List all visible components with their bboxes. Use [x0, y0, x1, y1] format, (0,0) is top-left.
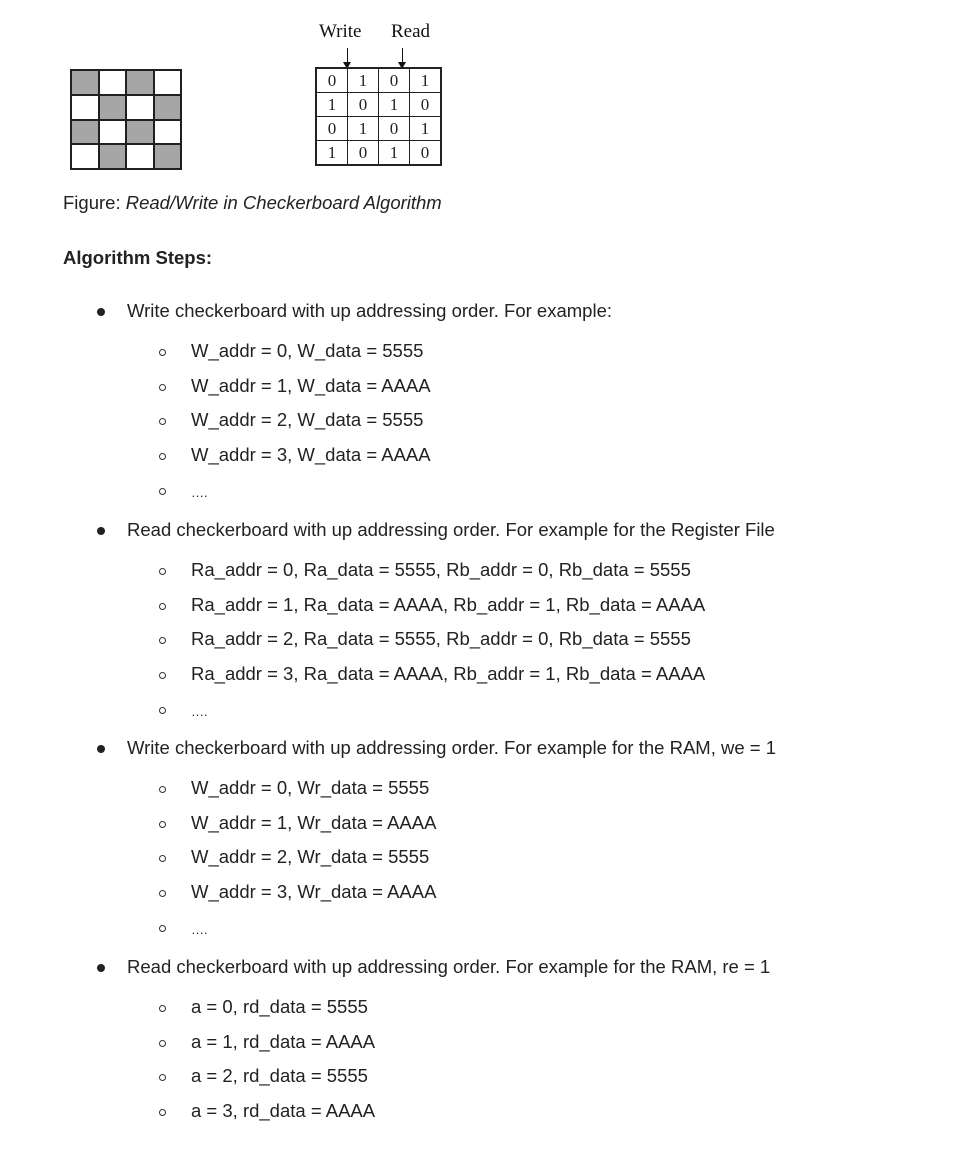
grid-cell — [127, 121, 155, 146]
step-text: Write checkerboard with up addressing order. For example for the RAM, we = 1 — [127, 737, 776, 758]
step-text: Read checkerboard with up addressing order. For example for the Register File — [127, 519, 775, 540]
bit-cell: 1 — [316, 93, 348, 117]
bit-cell: 1 — [316, 141, 348, 166]
sub-bullet-icon — [159, 637, 166, 644]
sub-bullet-icon — [159, 672, 166, 679]
sub-bullet-icon — [159, 418, 166, 425]
grid-cell — [100, 121, 128, 146]
caption-title: Read/Write in Checkerboard Algorithm — [125, 192, 442, 213]
read-label: Read — [391, 21, 431, 42]
sub-bullet-icon — [159, 890, 166, 897]
caption-prefix: Figure: — [63, 192, 126, 213]
grid-cell — [155, 71, 183, 96]
grid-cell — [155, 121, 183, 146]
sub-bullet-icon — [159, 855, 166, 862]
bit-cell: 0 — [410, 93, 442, 117]
sub-bullet-icon — [159, 488, 166, 495]
bit-cell: 1 — [348, 68, 379, 93]
sub-item-text: a = 1, rd_data = AAAA — [191, 1030, 376, 1052]
sub-item-text: Ra_addr = 0, Ra_data = 5555, Rb_addr = 0, Rb_data = 5555 — [191, 559, 691, 580]
grid-cell — [72, 145, 100, 170]
sub-item-text: …. — [191, 921, 208, 937]
grid-cell — [100, 145, 128, 170]
sub-item-text: a = 3, rd_data = AAAA — [191, 1100, 376, 1122]
sub-item-text: a = 2, rd_data = 5555 — [191, 1065, 368, 1087]
sub-bullet-icon — [159, 568, 166, 575]
bit-row — [316, 93, 441, 117]
grid-cell — [72, 121, 100, 146]
sub-bullet-icon — [159, 1040, 166, 1047]
bit-row — [316, 117, 441, 141]
sub-item-text: W_addr = 1, Wr_data = AAAA — [191, 811, 437, 833]
write-arrow-icon — [347, 48, 348, 65]
bit-cell: 0 — [316, 68, 348, 93]
bit-cell: 0 — [348, 93, 379, 117]
sub-item-text: …. — [191, 703, 208, 719]
sub-bullet-icon — [159, 1005, 166, 1012]
sub-item-text: Ra_addr = 2, Ra_data = 5555, Rb_addr = 0, Rb_data = 5555 — [191, 628, 691, 650]
step-text: Read checkerboard with up addressing order. For example for the RAM, re = 1 — [127, 956, 771, 977]
bit-cell: 1 — [410, 68, 442, 93]
bit-row — [316, 141, 441, 166]
sub-item-text: W_addr = 3, W_data = AAAA — [191, 444, 431, 466]
sub-item-text: Ra_addr = 3, Ra_data = AAAA, Rb_addr = 1, Rb_data = AAAA — [191, 663, 706, 685]
sub-item-text: W_addr = 2, W_data = 5555 — [191, 409, 424, 431]
sub-item-text: W_addr = 1, W_data = AAAA — [191, 374, 431, 396]
bit-cell: 1 — [379, 93, 410, 117]
step-text: Write checkerboard with up addressing order. For example: — [127, 300, 613, 321]
bit-table — [315, 67, 442, 166]
bit-cell: 1 — [410, 117, 442, 141]
grid-cell — [72, 71, 100, 96]
bit-cell: 0 — [410, 141, 442, 166]
grid-cell — [127, 71, 155, 96]
bit-cell: 0 — [348, 141, 379, 166]
bullet-icon — [97, 527, 105, 535]
sub-item-text: …. — [191, 484, 208, 500]
sub-item-text: W_addr = 0, W_data = 5555 — [191, 340, 424, 361]
grid-cell — [155, 145, 183, 170]
sub-bullet-icon — [159, 707, 166, 714]
sub-bullet-icon — [159, 1074, 166, 1081]
bit-cell: 0 — [379, 117, 410, 141]
sub-bullet-icon — [159, 349, 166, 356]
bit-cell: 0 — [316, 117, 348, 141]
bullet-icon — [97, 964, 105, 972]
bit-cell: 1 — [348, 117, 379, 141]
bullet-icon — [97, 745, 105, 753]
figure-caption — [63, 192, 442, 214]
grid-cell — [127, 96, 155, 121]
section-heading: Algorithm Steps: — [63, 247, 213, 268]
write-label: Write — [319, 21, 362, 42]
grid-cell — [155, 96, 183, 121]
sub-item-text: Ra_addr = 1, Ra_data = AAAA, Rb_addr = 1, Rb_data = AAAA — [191, 593, 706, 615]
checkerboard-grid — [70, 69, 182, 170]
sub-item-text: W_addr = 0, Wr_data = 5555 — [191, 777, 430, 798]
sub-bullet-icon — [159, 453, 166, 460]
bit-cell: 1 — [379, 141, 410, 166]
grid-cell — [127, 145, 155, 170]
sub-item-text: a = 0, rd_data = 5555 — [191, 996, 368, 1017]
sub-bullet-icon — [159, 384, 166, 391]
grid-cell — [100, 96, 128, 121]
sub-bullet-icon — [159, 821, 166, 828]
sub-item-text: W_addr = 2, Wr_data = 5555 — [191, 846, 430, 868]
grid-cell — [72, 96, 100, 121]
grid-cell — [100, 71, 128, 96]
read-arrow-icon — [402, 48, 403, 65]
bit-row — [316, 68, 441, 93]
sub-bullet-icon — [159, 1109, 166, 1116]
sub-item-text: W_addr = 3, Wr_data = AAAA — [191, 881, 437, 903]
sub-bullet-icon — [159, 603, 166, 610]
bullet-icon — [97, 308, 105, 316]
sub-bullet-icon — [159, 786, 166, 793]
sub-bullet-icon — [159, 925, 166, 932]
bit-cell: 0 — [379, 68, 410, 93]
